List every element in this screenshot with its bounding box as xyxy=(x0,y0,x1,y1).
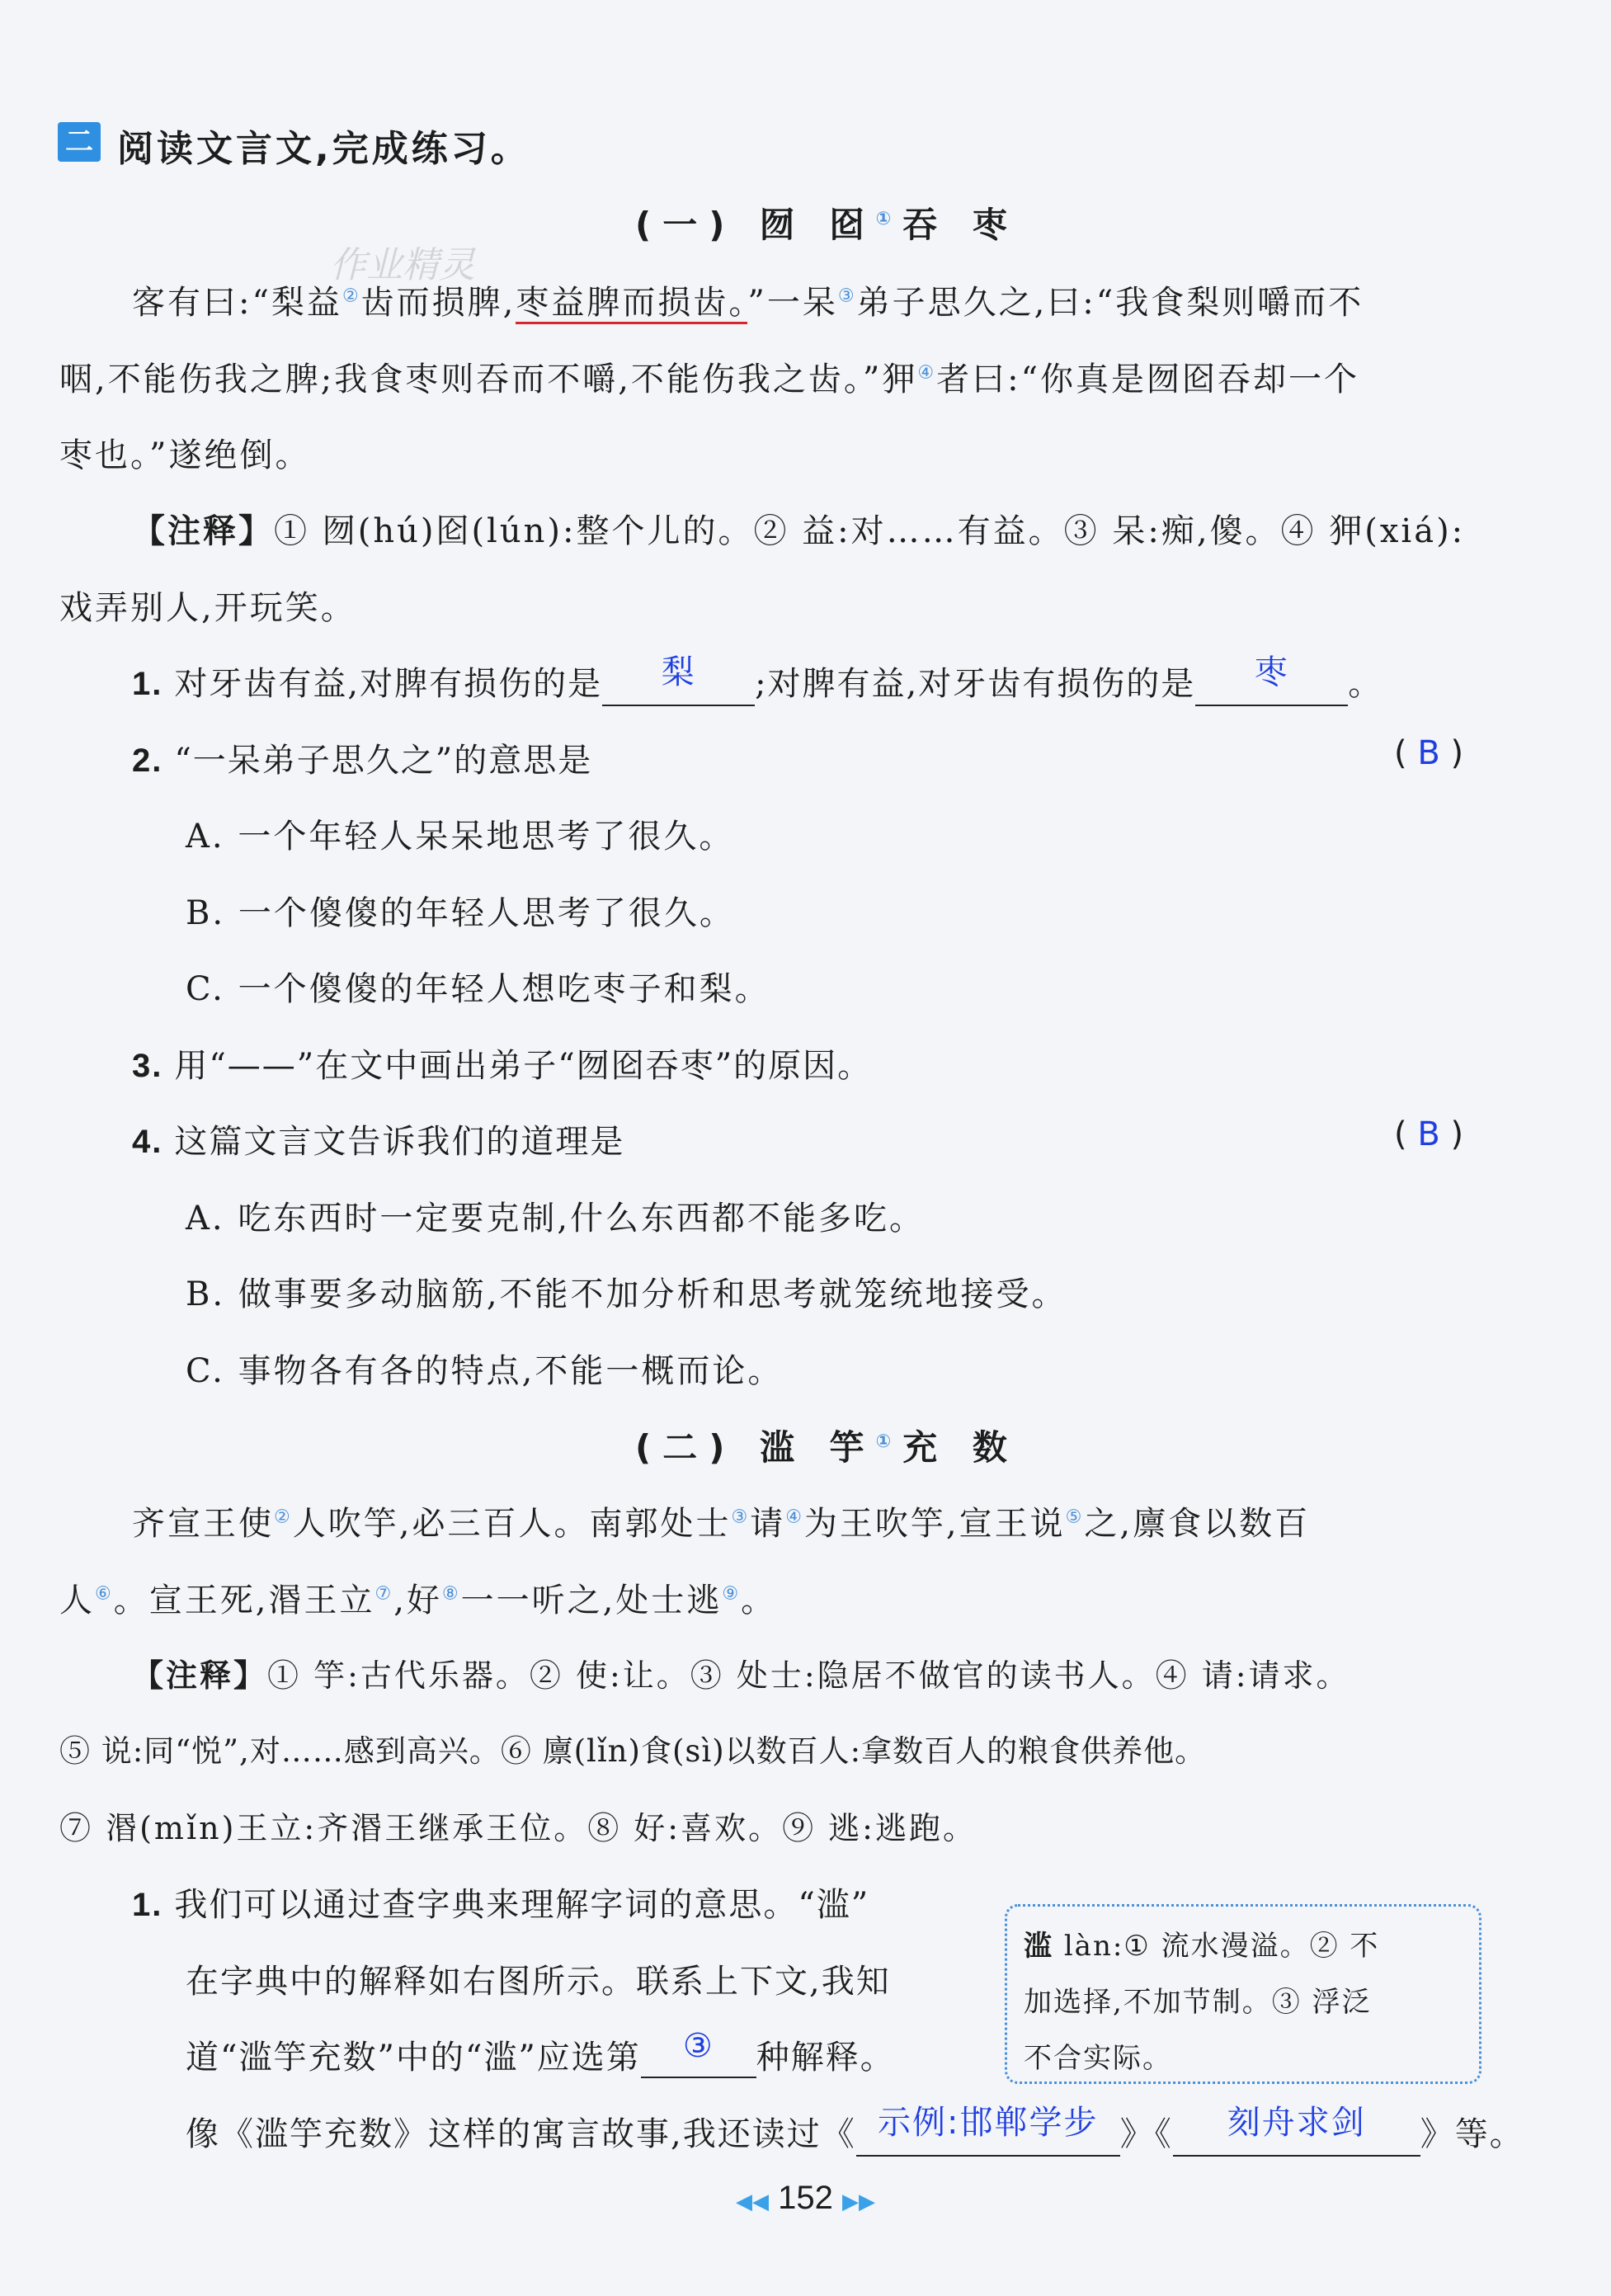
story2-question1-line2: 在字典中的解释如右图所示。联系上下文,我知 xyxy=(186,1963,891,2001)
option-c: C. 一个傻傻的年轻人想吃枣子和梨。 xyxy=(186,970,770,1008)
watermark-logo: 作业精灵 xyxy=(330,244,475,286)
text: 弟子思久之,曰:“我食梨则嚼而不 xyxy=(856,284,1364,322)
option-b: B. 一个傻傻的年轻人思考了很久。 xyxy=(186,894,735,932)
question-text: 用“——”在文中画出弟子“囫囵吞枣”的原因。 xyxy=(174,1047,873,1085)
footnote-marker: ⑥ xyxy=(95,1583,114,1605)
notes-text: ① 囫(hú)囵(lún):整个儿的。② 益:对……有益。③ 呆:痴,傻。④ 狎(xiá): xyxy=(274,512,1466,550)
question-text: 种解释。 xyxy=(756,2039,895,2077)
text: 客有曰:“梨益 xyxy=(132,284,342,322)
answer-bracket[interactable] xyxy=(1394,1115,1463,1153)
answer-blank[interactable] xyxy=(856,2104,1120,2157)
text: 请 xyxy=(750,1505,786,1543)
text: 者曰:“你真是囫囵吞却一个 xyxy=(936,361,1360,398)
text: 》等。 xyxy=(1420,2115,1524,2153)
option-a: A. 吃东西时一定要克制,什么东西都不能多吃。 xyxy=(186,1200,926,1238)
text: 。 xyxy=(1348,665,1383,703)
section-title: 阅读文言文,完成练习。 xyxy=(117,128,530,170)
story1-paragraph-line3: 枣也。”遂绝倒。 xyxy=(59,436,311,474)
story1-notes-line2: 戏弄别人,开玩笑。 xyxy=(59,589,356,627)
left-arrows-icon: ◀◀ xyxy=(736,2189,769,2213)
text: 之,廪食以数百 xyxy=(1084,1505,1311,1543)
story2-paragraph-line1 xyxy=(132,1497,1310,1544)
dictionary-line2: 加选择,不加节制。③ 浮泛 xyxy=(1024,1986,1372,2019)
question-number: 3. xyxy=(132,1048,163,1084)
answer-bracket[interactable] xyxy=(1394,734,1463,772)
footnote-marker: ⑧ xyxy=(441,1583,461,1605)
question-text: ;对脾有益,对牙齿有损伤的是 xyxy=(755,665,1196,703)
notes-label: 【注释】 xyxy=(132,512,274,550)
story1-title-before: (一) 囫 囵 xyxy=(635,205,876,245)
option-b: B. 做事要多动脑筋,不能不加分析和思考就笼统地接受。 xyxy=(186,1275,1067,1313)
handwritten-answer: 梨 xyxy=(661,653,696,691)
option-a: A. 一个年轻人呆呆地思考了很久。 xyxy=(186,818,735,856)
story1-question3 xyxy=(132,1040,872,1087)
question-text: 我们可以通过查字典来理解字词的意思。“滥” xyxy=(174,1886,870,1924)
dictionary-text: làn:① 流水漫溢。② 不 xyxy=(1063,1930,1380,1963)
story2-title xyxy=(635,1421,1019,1470)
story1-notes-line1 xyxy=(132,505,1465,552)
question-number: 1. xyxy=(132,1887,163,1923)
text: 人 xyxy=(59,1582,95,1619)
dictionary-line1 xyxy=(1024,1918,1463,1974)
page-footer xyxy=(0,2180,1611,2217)
footnote-marker: ④ xyxy=(785,1506,804,1528)
text: ) xyxy=(1450,734,1464,772)
answer-blank[interactable] xyxy=(1195,653,1348,706)
story1-title-after: 吞 枣 xyxy=(902,205,1019,245)
footnote-marker: ② xyxy=(342,285,361,307)
story2-title-before: (二) 滥 竽 xyxy=(635,1427,876,1468)
question-text: 道“滥竽充数”中的“滥”应选第 xyxy=(186,2039,641,2077)
text: 人吹竽,必三百人。南郭处士 xyxy=(292,1505,732,1543)
dictionary-line3: 不合实际。 xyxy=(1024,2042,1172,2075)
story1-question2 xyxy=(132,734,592,781)
section-badge: 二 xyxy=(58,122,101,162)
story1-title xyxy=(635,198,1019,248)
story2-notes-line1 xyxy=(132,1650,1350,1695)
story1-question4 xyxy=(132,1115,624,1162)
handwritten-answer: B xyxy=(1417,734,1440,772)
footnote-marker: ⑦ xyxy=(374,1583,394,1605)
footnote-marker: ③ xyxy=(837,285,857,307)
story2-notes-line2: ⑤ 说:同“悦”,对……感到高兴。⑥ 廪(lǐn)食(sì)以数百人:拿数百人的粮食供养他。 xyxy=(59,1733,1207,1769)
footnote-marker: ② xyxy=(274,1506,293,1528)
dictionary-box xyxy=(1005,1904,1481,2084)
text: 。 xyxy=(741,1582,777,1619)
text: 齐宣王使 xyxy=(132,1505,274,1543)
question-text: 这篇文言文告诉我们的道理是 xyxy=(174,1123,625,1161)
notes-text: ① 竽:古代乐器。② 使:让。③ 处士:隐居不做官的读书人。④ 请:请求。 xyxy=(267,1657,1350,1694)
text: 咽,不能伤我之脾;我食枣则吞而不嚼,不能伤我之齿。”狎 xyxy=(59,361,918,398)
option-c: C. 事物各有各的特点,不能一概而论。 xyxy=(186,1352,784,1390)
story1-question1 xyxy=(132,653,1383,706)
footnote-marker: ⑨ xyxy=(722,1583,742,1605)
story2-paragraph-line2 xyxy=(59,1574,776,1621)
notes-label: 【注释】 xyxy=(132,1657,268,1694)
footnote-marker: ④ xyxy=(917,362,937,384)
footnote-marker: ⑤ xyxy=(1065,1506,1085,1528)
story1-paragraph-line2 xyxy=(59,353,1359,400)
text: 齿而损脾, xyxy=(360,284,516,322)
handwritten-answer: 枣 xyxy=(1254,653,1289,691)
text: ( xyxy=(1394,1115,1407,1153)
footnote-marker: ① xyxy=(875,1431,903,1452)
text: 》《 xyxy=(1119,2115,1173,2153)
story1-paragraph-line1 xyxy=(132,276,1364,323)
story2-notes-line3: ⑦ 湣(mǐn)王立:齐湣王继承王位。⑧ 好:喜欢。⑨ 逃:逃跑。 xyxy=(59,1810,977,1846)
story2-question1-line4 xyxy=(186,2104,1524,2157)
footnote-marker: ③ xyxy=(731,1506,751,1528)
text: ,好 xyxy=(393,1582,442,1619)
text: ”一呆 xyxy=(747,284,838,322)
text: 一一听之,处士逃 xyxy=(460,1582,723,1619)
footnote-marker: ① xyxy=(875,209,903,229)
question-text: 对牙齿有益,对脾有损伤的是 xyxy=(174,665,603,703)
handwritten-answer: 刻舟求剑 xyxy=(1227,2104,1366,2142)
story2-question1-line3 xyxy=(186,2027,895,2078)
handwritten-answer: B xyxy=(1417,1115,1440,1153)
question-text: “一呆弟子思久之”的意思是 xyxy=(174,742,593,780)
text: 。宣王死,湣王立 xyxy=(113,1582,375,1619)
story2-question1-line1 xyxy=(132,1879,869,1926)
answer-blank[interactable] xyxy=(641,2027,756,2078)
page-number: 152 xyxy=(778,2180,833,2216)
underlined-reason: 枣益脾而损齿。 xyxy=(516,284,747,324)
text: ( xyxy=(1394,734,1407,772)
answer-blank[interactable] xyxy=(1173,2104,1420,2157)
question-number: 2. xyxy=(132,743,163,779)
story2-title-after: 充 数 xyxy=(902,1427,1019,1468)
question-number: 4. xyxy=(132,1124,163,1160)
question-number: 1. xyxy=(132,666,163,702)
answer-blank[interactable] xyxy=(602,653,755,706)
text: 为王吹竽,宣王说 xyxy=(803,1505,1066,1543)
text: ) xyxy=(1450,1115,1464,1153)
dictionary-headword: 滥 xyxy=(1024,1930,1053,1963)
question-text: 像《滥竽充数》这样的寓言故事,我还读过《 xyxy=(186,2115,856,2153)
handwritten-answer: ③ xyxy=(682,2027,714,2065)
handwritten-answer: 示例:邯郸学步 xyxy=(877,2104,1099,2142)
right-arrows-icon: ▶▶ xyxy=(842,2189,875,2213)
